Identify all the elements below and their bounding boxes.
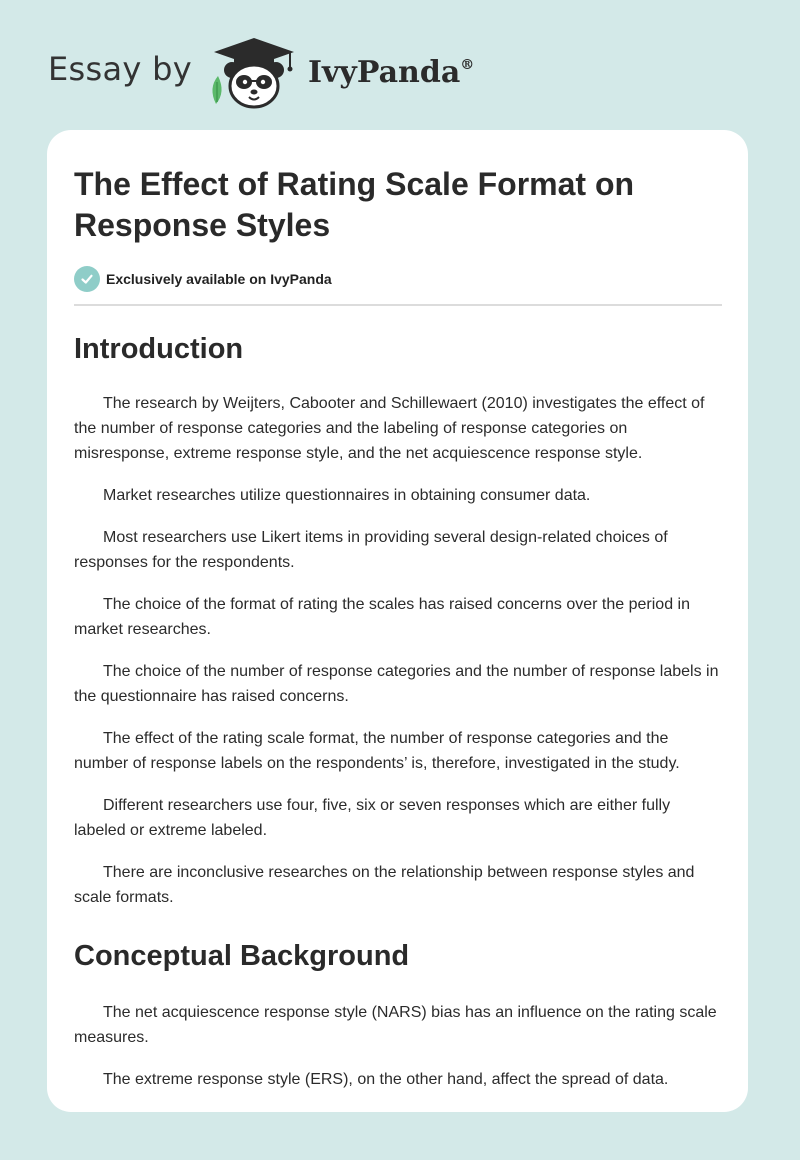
paragraph: The research by Weijters, Cabooter and Schillewaert (2010) investigates the effect of the number of response categories and the labeling of response categories on misresponse, extreme response style, and the net acquiescence response style. (74, 395, 705, 462)
site-header (48, 34, 474, 114)
brand-name-text: IvyPanda (307, 54, 461, 90)
brand-name[interactable] (308, 55, 474, 90)
conceptual-background-body (74, 1000, 722, 1092)
paragraph: Market researches utilize questionnaires in obtaining consumer data. (103, 487, 591, 504)
panda-logo-icon[interactable] (206, 36, 302, 112)
exclusive-badge (74, 266, 722, 292)
paragraph: The extreme response style (ERS), on the other hand, affect the spread of data. (103, 1071, 669, 1088)
paragraph: The choice of the format of rating the scales has raised concerns over the period in market researches. (74, 596, 690, 638)
paragraph: Most researchers use Likert items in providing several design-related choices of responses for the respondents. (74, 529, 668, 571)
registered-mark: ® (460, 56, 475, 73)
essay-by-label: Essay by (48, 50, 192, 88)
paragraph: Different researchers use four, five, six or seven responses which are either fully labeled or extreme labeled. (74, 797, 671, 839)
essay-card (47, 130, 748, 1112)
exclusive-badge-text: Exclusively available on IvyPanda (106, 271, 332, 287)
section-heading-conceptual-background: Conceptual Background (74, 940, 410, 972)
paragraph: The choice of the number of response categories and the number of response labels in the questionnaire has raised concerns. (74, 663, 719, 705)
paragraph: The net acquiescence response style (NARS) bias has an influence on the rating scale measures. (74, 1004, 717, 1046)
section-heading-introduction: Introduction (74, 333, 244, 365)
paragraph: There are inconclusive researches on the relationship between response styles and scale formats. (74, 864, 695, 906)
paragraph: The effect of the rating scale format, the number of response categories and the number of response labels on the respondents’ is, therefore, investigated in the study. (74, 730, 680, 772)
introduction-body (74, 391, 722, 910)
divider (74, 304, 722, 306)
checkmark-icon (74, 266, 100, 292)
essay-title: The Effect of Rating Scale Format on Response Styles (74, 166, 635, 243)
